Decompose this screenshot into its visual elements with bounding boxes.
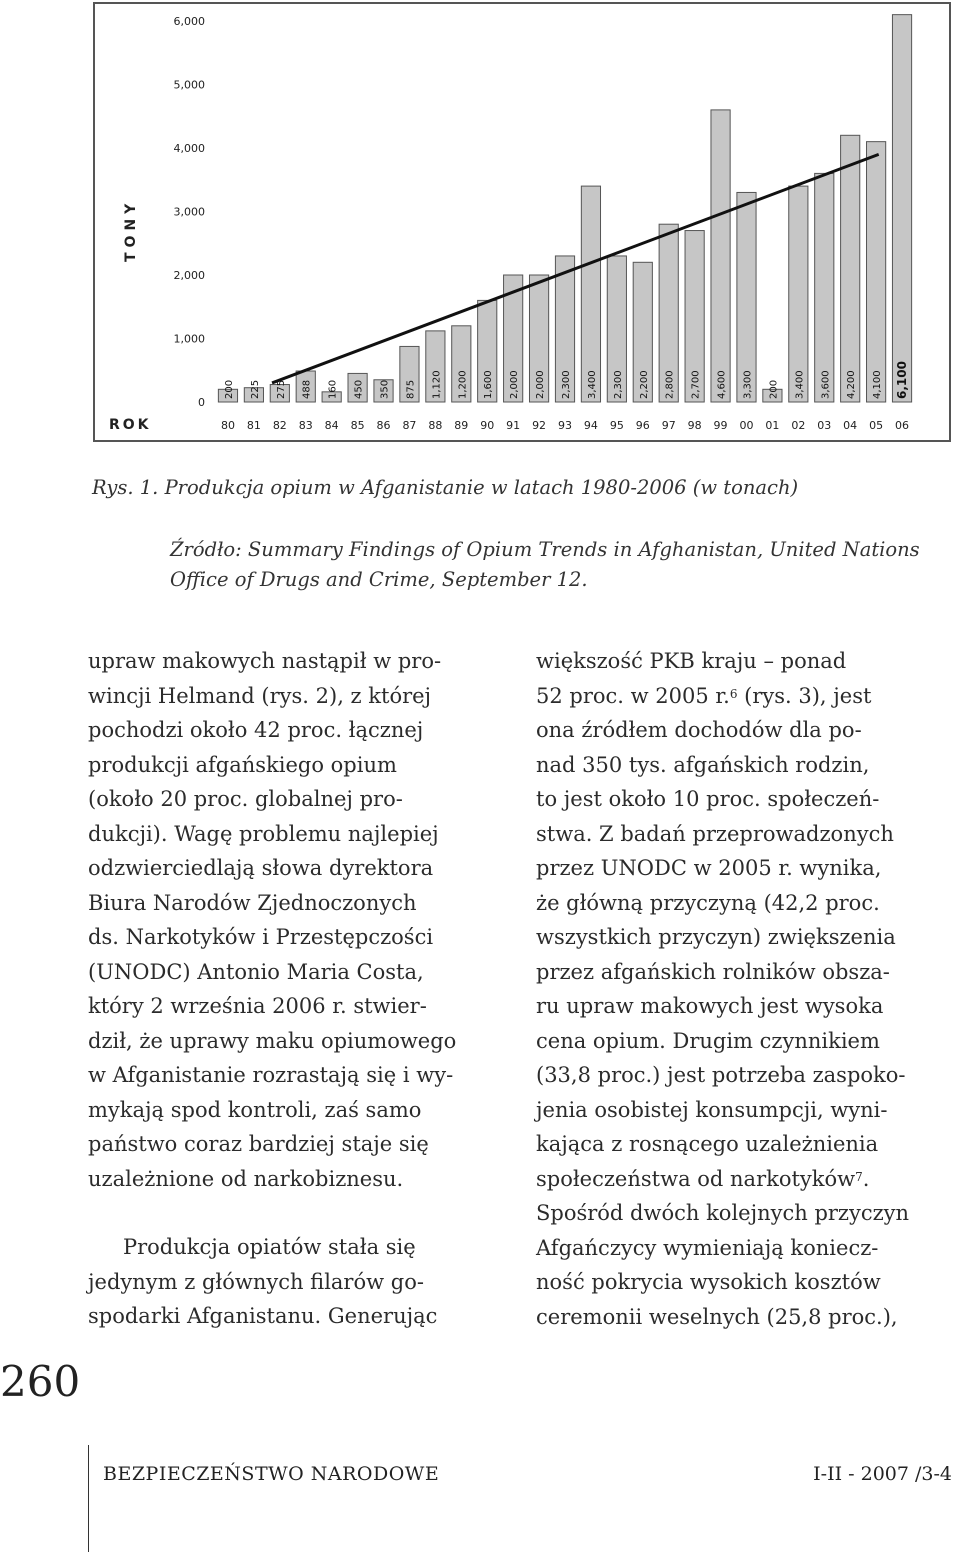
x-tick-label: 03 [817, 419, 832, 432]
x-tick-label: 94 [583, 419, 598, 432]
text-line: odzwierciedlają słowa dyrektora [88, 856, 434, 880]
bar-value-label: 1,600 [483, 370, 495, 399]
bar-value-label: 488 [301, 379, 313, 399]
text-line: jenia osobistej konsumpcji, wyni- [536, 1097, 888, 1122]
bar-value-label: 1,120 [431, 370, 443, 399]
bar-value-label: 3,600 [820, 370, 832, 399]
text-line: pochodzi około 42 proc. łącznej [88, 718, 424, 742]
x-tick-label: 05 [869, 419, 884, 432]
x-tick-label: 80 [220, 419, 235, 432]
text-line: Spośród dwóch kolejnych przyczyn [536, 1201, 910, 1225]
text-line: (UNODC) Antonio Maria Costa, [88, 959, 424, 984]
x-tick-label: 86 [376, 419, 391, 432]
x-tick-label: 01 [765, 419, 780, 432]
bar-value-label: 2,200 [638, 370, 650, 399]
text-line: jedynym z głównych filarów go- [88, 1269, 424, 1294]
bar-value-label: 450 [353, 379, 365, 399]
x-tick-label: 84 [324, 419, 339, 432]
bar [841, 135, 860, 402]
page-number: 260 [0, 1357, 81, 1406]
x-tick-label: 97 [661, 419, 676, 432]
text-line: że główną przyczyną (42,2 proc. [536, 890, 880, 915]
x-axis-title: ROK [109, 417, 152, 433]
bar-value-label: 275 [275, 379, 287, 399]
text-line: ds. Narkotyków i Przestępczości [88, 925, 434, 949]
bar-value-label: 875 [405, 379, 417, 399]
bar [711, 110, 730, 402]
text-line: większość PKB kraju – ponad [536, 649, 847, 673]
bar-value-label: 2,300 [561, 370, 572, 399]
text-line: w Afganistanie rozrastają się i wy- [88, 1063, 454, 1087]
issue-number: I-II - 2007 /3-4 [813, 1463, 952, 1485]
text-line: (33,8 proc.) jest potrzeba zaspoko- [536, 1063, 906, 1087]
y-tick-label: 6,000 [173, 15, 205, 28]
bar-value-label: 2,700 [690, 370, 702, 399]
text-line: państwo coraz bardziej staje się [88, 1132, 429, 1156]
trend-line [272, 154, 879, 383]
text-line: przez afgańskich rolników obsza- [536, 959, 890, 984]
text-line: Biura Narodów Zjednoczonych [88, 890, 417, 915]
text-line: ona źródłem dochodów dla po- [536, 718, 862, 742]
bar-value-label: 4,600 [716, 370, 728, 399]
x-tick-label: 95 [609, 419, 624, 432]
chart-svg [95, 4, 949, 440]
bar-value-label: 1,200 [457, 370, 469, 399]
text-line: nad 350 tys. afgańskich rodzin, [536, 752, 870, 777]
bar-value-label: 2,800 [664, 370, 676, 399]
right-column [536, 644, 909, 1334]
bar-value-label: 6,100 [895, 361, 910, 399]
text-line: Afgańczycy wymieniają koniecz- [536, 1235, 879, 1260]
bar-value-label: 3,300 [742, 370, 754, 399]
text-line: to jest około 10 proc. społeczeń- [536, 787, 880, 811]
text-line-with-footnote: 52 proc. w 2005 r.$^6$ (rys. 3), jest [536, 683, 872, 708]
x-tick-label: 88 [428, 419, 443, 432]
text-line: wszystkich przyczyn) zwiększenia [536, 925, 896, 949]
text-line: kająca z rosnącego uzależnienia [536, 1132, 879, 1156]
bar-value-label: 2,300 [612, 370, 624, 399]
x-tick-label: 91 [506, 419, 521, 432]
x-tick-label: 06 [895, 419, 910, 432]
bar-value-label: 3,400 [794, 370, 806, 399]
bar-value-label: 4,100 [872, 370, 884, 399]
text-line: dukcji). Wagę problemu najlepiej [88, 821, 439, 846]
bar-value-label: 200 [768, 379, 780, 399]
text-line: mykają spod kontroli, zaś samo [88, 1097, 422, 1122]
footnote-ref-7: 7 [855, 1169, 863, 1184]
bar-value-label: 3,400 [586, 370, 598, 399]
figure-source-line-2: Office of Drugs and Crime, September 12. [170, 568, 588, 591]
x-tick-label: 82 [272, 419, 287, 432]
opium-production-chart [93, 2, 951, 442]
y-tick-label: 2,000 [173, 269, 205, 282]
figure-caption: Rys. 1. Produkcja opium w Afganistanie w latach 1980-2006 (w tonach) [92, 476, 799, 499]
text-line: dził, że uprawy maku opiumowego [88, 1028, 457, 1053]
figure-source-line-1: Źródło: Summary Findings of Opium Trends in Afghanistan, United Nations [170, 538, 920, 561]
bar [867, 142, 886, 402]
x-tick-label: 96 [635, 419, 650, 432]
x-tick-label: 93 [558, 419, 572, 432]
bar-value-label: 4,200 [846, 370, 858, 399]
text-line: wincji Helmand (rys. 2), z której [88, 683, 432, 708]
y-tick-label: 5,000 [173, 78, 205, 92]
text-line: (około 20 proc. globalnej pro- [88, 787, 403, 811]
bar [581, 186, 600, 402]
bar-value-label: 160 [327, 379, 339, 399]
text-line-with-footnote: społeczeństwa od narkotyków$^7$. [536, 1166, 870, 1191]
y-tick-label: 4,000 [173, 142, 205, 155]
x-tick-label: 90 [480, 419, 495, 432]
bar-value-label: 225 [249, 379, 261, 399]
text-line: produkcji afgańskiego opium [88, 752, 397, 777]
bar [815, 173, 834, 402]
text-line: uzależnione od narkobiznesu. [88, 1166, 404, 1191]
text-line: przez UNODC w 2005 r. wynika, [536, 856, 882, 880]
x-tick-label: 89 [454, 419, 469, 432]
bar-value-label: 200 [223, 379, 235, 399]
bar [789, 186, 808, 402]
x-tick-label: 04 [843, 419, 858, 432]
y-tick-label: 1,000 [173, 332, 205, 346]
footnote-ref-6: 6 [729, 686, 738, 701]
x-tick-label: 00 [739, 419, 754, 432]
x-tick-label: 92 [532, 419, 547, 432]
bar-value-label: 2,000 [535, 370, 547, 399]
text-line: który 2 września 2006 r. stwier- [88, 994, 427, 1018]
left-column [88, 644, 456, 1334]
x-tick-label: 02 [791, 419, 806, 432]
x-tick-label: 81 [246, 419, 261, 432]
text-line: ru upraw makowych jest wysoka [536, 994, 884, 1018]
x-tick-label: 87 [402, 419, 417, 432]
x-tick-label: 99 [713, 419, 728, 432]
x-tick-label: 85 [350, 419, 365, 432]
text-line: stwa. Z badań przeprowadzonych [536, 821, 894, 846]
bar [892, 15, 911, 402]
text-line: ceremonii weselnych (25,8 proc.), [536, 1304, 898, 1329]
y-tick-label: 0 [198, 396, 205, 409]
footer-divider [88, 1445, 89, 1552]
text-line: cena opium. Drugim czynnikiem [536, 1028, 880, 1053]
text-line: upraw makowych nastąpił w pro- [88, 649, 442, 673]
journal-title: BEZPIECZEŃSTWO NARODOWE [103, 1463, 440, 1485]
text-line: spodarki Afganistanu. Generując [88, 1304, 438, 1328]
y-axis-title: TONY [123, 198, 139, 262]
bar-value-label: 2,000 [509, 370, 521, 399]
bar-value-label: 350 [379, 379, 391, 399]
x-tick-label: 98 [687, 419, 702, 432]
text-line: ność pokrycia wysokich kosztów [536, 1270, 881, 1294]
x-tick-label: 83 [298, 419, 313, 432]
text-line: Produkcja opiatów stała się [123, 1235, 416, 1259]
y-tick-label: 3,000 [173, 205, 205, 219]
